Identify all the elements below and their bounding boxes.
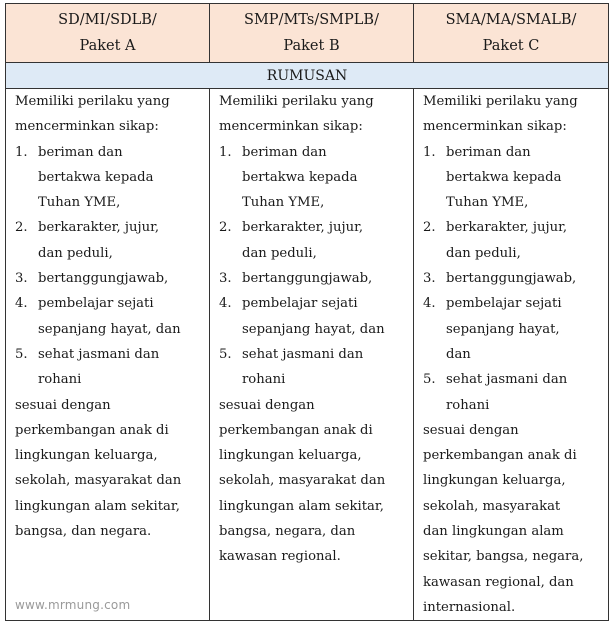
list-number: 4. bbox=[15, 296, 28, 312]
column-sma bbox=[414, 89, 609, 621]
list-text-line: bertanggungjawab, bbox=[446, 271, 577, 287]
criteria-list bbox=[423, 140, 604, 418]
list-item bbox=[15, 140, 205, 216]
list-text-line: Tuhan YME, bbox=[242, 195, 325, 211]
list-item bbox=[15, 342, 205, 393]
closing-line: kawasan regional, dan bbox=[423, 574, 574, 590]
list-text-line: pembelajar sejati bbox=[446, 296, 562, 312]
list-text bbox=[38, 291, 205, 342]
closing-line: dan lingkungan alam bbox=[423, 524, 564, 540]
closing-line: lingkungan alam sekitar, bbox=[219, 498, 384, 514]
list-text-line: beriman dan bbox=[446, 144, 531, 160]
list-text-line: dan bbox=[446, 346, 471, 362]
column-smp bbox=[210, 89, 414, 621]
list-text bbox=[38, 215, 205, 266]
closing-line: kawasan regional. bbox=[219, 549, 341, 565]
closing-line: perkembangan anak di bbox=[219, 422, 373, 438]
header-cell-sd bbox=[6, 4, 210, 63]
closing-line: sekolah, masyarakat dan bbox=[15, 473, 182, 489]
list-text-line: rohani bbox=[446, 397, 490, 413]
intro-line: Memiliki perilaku yang bbox=[219, 94, 374, 109]
list-number: 1. bbox=[15, 144, 28, 160]
list-number: 3. bbox=[219, 271, 232, 287]
list-text-line: rohani bbox=[38, 372, 82, 388]
list-text-line: berkarakter, jujur, bbox=[38, 220, 160, 236]
list-item bbox=[15, 215, 205, 266]
closing-line: internasional. bbox=[423, 599, 516, 615]
list-number: 2. bbox=[423, 220, 436, 236]
list-text bbox=[242, 342, 409, 393]
list-text bbox=[242, 291, 409, 342]
list-text bbox=[242, 266, 409, 291]
list-text-line: Tuhan YME, bbox=[38, 195, 121, 211]
list-text bbox=[446, 266, 604, 291]
list-number: 2. bbox=[15, 220, 28, 236]
closing-line: sekitar, bangsa, negara, bbox=[423, 549, 584, 565]
closing-line: sesuai dengan bbox=[15, 397, 111, 413]
header-line: Paket A bbox=[79, 38, 136, 54]
header-line: SD/MI/SDLB/ bbox=[58, 12, 157, 28]
list-item bbox=[423, 367, 604, 418]
list-item bbox=[219, 215, 409, 266]
watermark: www.mrmung.com bbox=[15, 598, 131, 612]
list-number: 5. bbox=[219, 346, 232, 362]
intro-line: mencerminkan sikap: bbox=[423, 119, 567, 135]
header-line: Paket B bbox=[283, 38, 340, 54]
list-text bbox=[38, 266, 205, 291]
header-cell-smp bbox=[210, 4, 414, 63]
list-text bbox=[38, 342, 205, 393]
list-text-line: beriman dan bbox=[242, 144, 327, 160]
list-text-line: dan peduli, bbox=[446, 245, 521, 261]
header-line: SMA/MA/SMALB/ bbox=[445, 12, 577, 28]
list-text-line: sepanjang hayat, dan bbox=[38, 321, 181, 337]
competency-table bbox=[5, 3, 609, 621]
list-text-line: sepanjang hayat, bbox=[446, 321, 560, 337]
closing-line: lingkungan keluarga, bbox=[15, 448, 158, 464]
criteria-list bbox=[219, 140, 409, 393]
list-text-line: berkarakter, jujur, bbox=[242, 220, 364, 236]
list-item bbox=[219, 342, 409, 393]
closing-line: sekolah, masyarakat bbox=[423, 498, 561, 514]
section-label: RUMUSAN bbox=[6, 63, 609, 89]
list-text-line: dan peduli, bbox=[38, 245, 113, 261]
list-number: 1. bbox=[219, 144, 232, 160]
intro-line: mencerminkan sikap: bbox=[219, 119, 363, 135]
list-item bbox=[423, 215, 604, 266]
list-text-line: bertanggungjawab, bbox=[242, 271, 373, 287]
list-number: 3. bbox=[423, 271, 436, 287]
list-text-line: Tuhan YME, bbox=[446, 195, 529, 211]
list-item bbox=[423, 140, 604, 216]
list-item bbox=[423, 266, 604, 291]
list-number: 2. bbox=[219, 220, 232, 236]
list-number: 1. bbox=[423, 144, 436, 160]
list-text-line: beriman dan bbox=[38, 144, 123, 160]
list-text-line: bertanggungjawab, bbox=[38, 271, 169, 287]
closing-line: sesuai dengan bbox=[423, 422, 519, 438]
list-text bbox=[446, 140, 604, 216]
list-item bbox=[219, 140, 409, 216]
list-text bbox=[242, 140, 409, 216]
list-text bbox=[446, 367, 604, 418]
list-text bbox=[446, 215, 604, 266]
list-item bbox=[219, 291, 409, 342]
list-text-line: sehat jasmani dan bbox=[242, 346, 364, 362]
list-number: 4. bbox=[219, 296, 232, 312]
closing-line: perkembangan anak di bbox=[15, 422, 169, 438]
closing-line: lingkungan alam sekitar, bbox=[15, 498, 180, 514]
closing-line: sesuai dengan bbox=[219, 397, 315, 413]
list-text-line: dan peduli, bbox=[242, 245, 317, 261]
closing-line: lingkungan keluarga, bbox=[423, 473, 566, 489]
list-text-line: bertakwa kepada bbox=[446, 169, 562, 185]
list-text-line: pembelajar sejati bbox=[242, 296, 358, 312]
list-text bbox=[38, 140, 205, 216]
header-cell-sma bbox=[414, 4, 609, 63]
list-text bbox=[446, 291, 604, 367]
list-text-line: pembelajar sejati bbox=[38, 296, 154, 312]
intro-line: mencerminkan sikap: bbox=[15, 119, 159, 135]
list-item bbox=[15, 291, 205, 342]
closing-line: bangsa, dan negara. bbox=[15, 524, 152, 540]
content-row bbox=[6, 89, 609, 621]
closing-line: perkembangan anak di bbox=[423, 448, 577, 464]
header-line: Paket C bbox=[482, 38, 540, 54]
list-text bbox=[242, 215, 409, 266]
header-line: SMP/MTs/SMPLB/ bbox=[244, 12, 379, 28]
list-number: 5. bbox=[423, 372, 436, 388]
list-number: 3. bbox=[15, 271, 28, 287]
list-item bbox=[15, 266, 205, 291]
closing-line: bangsa, negara, dan bbox=[219, 524, 356, 540]
list-text-line: sepanjang hayat, dan bbox=[242, 321, 385, 337]
closing-line: lingkungan keluarga, bbox=[219, 448, 362, 464]
header-row bbox=[6, 4, 609, 63]
list-text-line: bertakwa kepada bbox=[38, 169, 154, 185]
intro-line: Memiliki perilaku yang bbox=[15, 94, 170, 109]
closing-line: sekolah, masyarakat dan bbox=[219, 473, 386, 489]
intro-line: Memiliki perilaku yang bbox=[423, 94, 578, 109]
list-item bbox=[219, 266, 409, 291]
list-text-line: rohani bbox=[242, 372, 286, 388]
list-text-line: bertakwa kepada bbox=[242, 169, 358, 185]
section-row bbox=[6, 63, 609, 89]
list-number: 4. bbox=[423, 296, 436, 312]
list-text-line: sehat jasmani dan bbox=[446, 372, 568, 388]
column-sd bbox=[6, 89, 210, 621]
list-number: 5. bbox=[15, 346, 28, 362]
criteria-list bbox=[15, 140, 205, 393]
list-item bbox=[423, 291, 604, 367]
list-text-line: berkarakter, jujur, bbox=[446, 220, 568, 236]
list-text-line: sehat jasmani dan bbox=[38, 346, 160, 362]
